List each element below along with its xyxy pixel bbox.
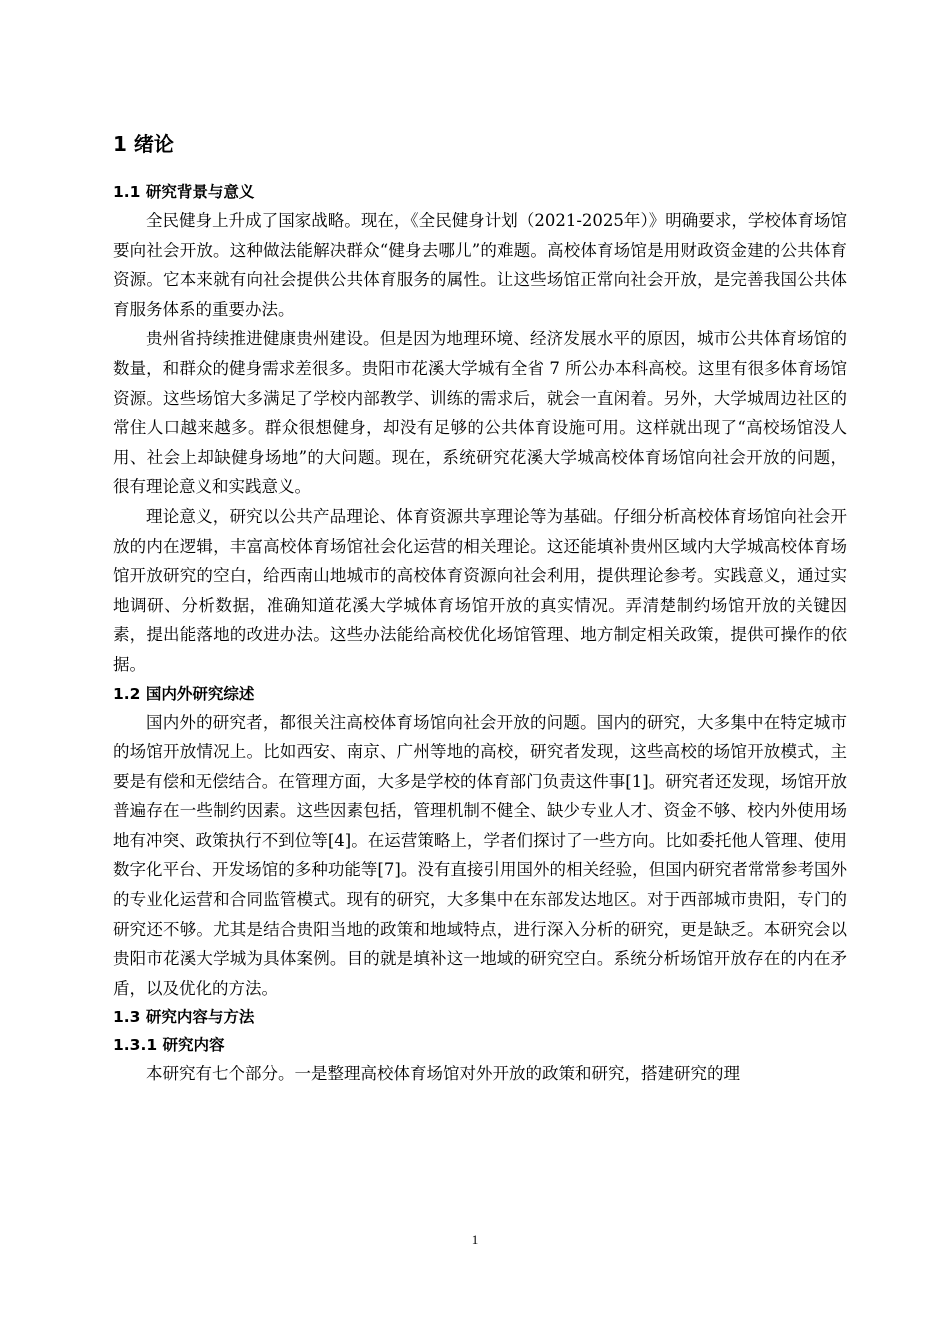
paragraph: 国内外的研究者，都很关注高校体育场馆向社会开放的问题。国内的研究，大多集中在特定城市的场馆开放情况上。比如西安、南京、广州等地的高校，研究者发现，这些高校的场馆开放模式，主要是有偿和无偿结合。在管理方面，大多是学校的体育部门负责这件事[1]。研究者还发现，场馆开放普遍存在一些制约因素。这些因素包括，管理机制不健全、缺少专业人才、资金不够、校内外使用场地有冲突、政策执行不到位等[4]。在运营策略上，学者们探讨了一些方向。比如委托他人管理、使用数字化平台、开发场馆的多种功能等[7]。没有直接引用国外的相关经验，但国内研究者常常参考国外的专业化运营和合同监管模式。现有的研究，大多集中在东部发达地区。对于西部城市贵阳，专门的研究还不够。尤其是结合贵阳当地的政策和地域特点，进行深入分析的研究，更是缺乏。本研究会以贵阳市花溪大学城为具体案例。目的就是填补这一地域的研究空白。系统分析场馆开放存在的内在矛盾，以及优化的方法。 (113, 712, 847, 998)
paragraph: 贵州省持续推进健康贵州建设。但是因为地理环境、经济发展水平的原因，城市公共体育场馆的数量，和群众的健身需求差很多。贵阳市花溪大学城有全省 7 所公办本科高校。这里有很多体育场馆资源。这些场馆大多满足了学校内部教学、训练的需求后，就会一直闲着。另外，大学城周边社区的常住人口越来越多。群众很想健身，却没有足够的公共体育设施可用。这样就出现了“高校场馆没人用、社会上却缺健身场地”的大问题。现在，系统研究花溪大学城高校体育场馆向社会开放的问题，很有理论意义和实践意义。 (113, 329, 847, 497)
section-heading-1-2: 1.2 国内外研究综述 (113, 684, 255, 703)
section-heading-1-1: 1.1 研究背景与意义 (113, 183, 255, 201)
subsection-heading-1-3-1: 1.3.1 研究内容 (113, 1036, 225, 1055)
chapter-title: 1 绪论 (113, 132, 174, 156)
paragraph: 理论意义，研究以公共产品理论、体育资源共享理论等为基础。仔细分析高校体育场馆向社会开放的内在逻辑，丰富高校体育场馆社会化运营的相关理论。这还能填补贵州区域内大学城高校体育场馆开放研究的空白，给西南山地城市的高校体育资源向社会利用，提供理论参考。实践意义，通过实地调研、分析数据，准确知道花溪大学城体育场馆开放的真实情况。弄清楚制约场馆开放的关键因素，提出能落地的改进办法。这些办法能给高校优化场馆管理、地方制定相关政策，提供可操作的依据。 (113, 506, 847, 674)
page-body (113, 128, 847, 1089)
paragraph: 全民健身上升成了国家战略。现在，《全民健身计划（2021-2025年）》明确要求，学校体育场馆要向社会开放。这种做法能解决群众“健身去哪儿”的难题。高校体育场馆是用财政资金建的公共体育资源。它本来就有向社会提供公共体育服务的属性。让这些场馆正常向社会开放，是完善我国公共体育服务体系的重要办法。 (113, 211, 847, 319)
section-heading-1-3: 1.3 研究内容与方法 (113, 1008, 255, 1027)
page-number: 1 (471, 1232, 479, 1247)
paragraph: 本研究有七个部分。一是整理高校体育场馆对外开放的政策和研究，搭建研究的理 (146, 1064, 740, 1084)
